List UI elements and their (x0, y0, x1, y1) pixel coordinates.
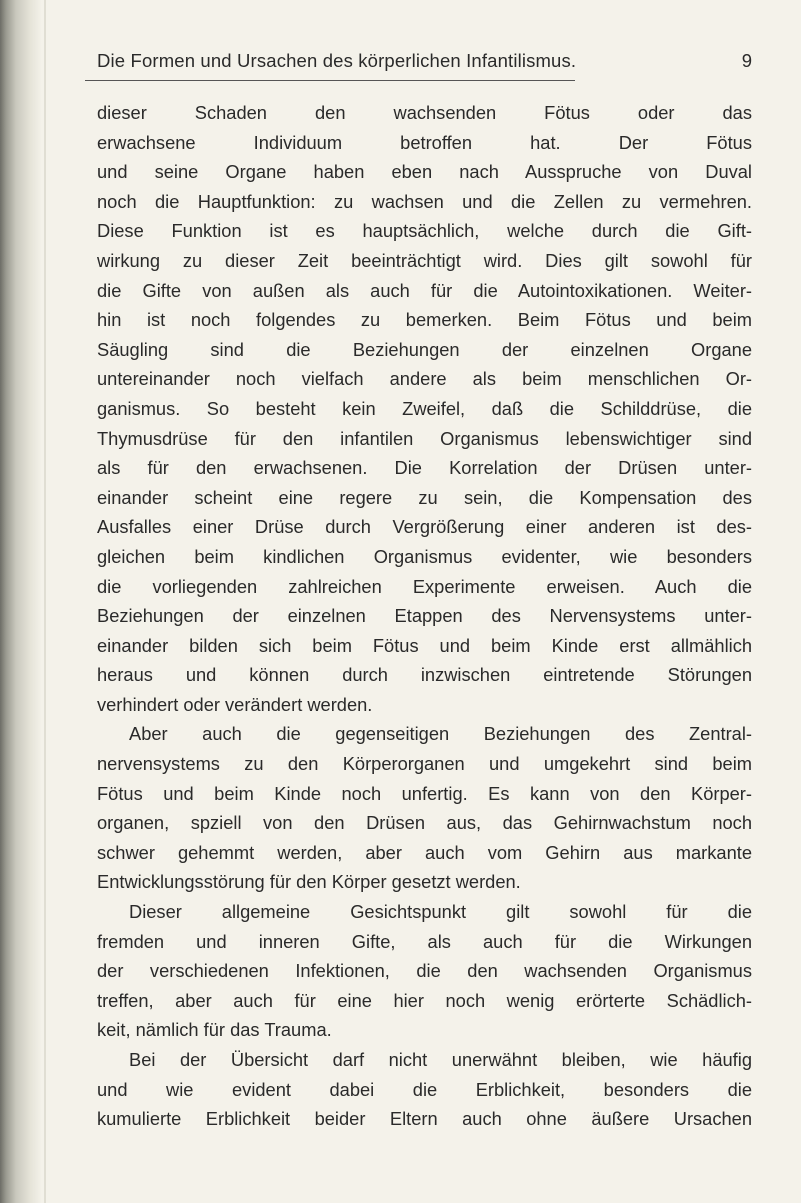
body-text (97, 98, 752, 1134)
text-line: wirkung zu dieser Zeit beeinträchtigt wird. Dies gilt sowohl für (97, 249, 752, 271)
text-line: als für den erwachsenen. Die Korrelation der Drüsen unter- (97, 457, 752, 479)
text-line: gleichen beim kindlichen Organismus evidenter, wie besonders (97, 545, 752, 567)
text-line: untereinander noch vielfach andere als beim menschlichen Or- (97, 368, 752, 390)
text-line: einander scheint eine regere zu sein, die Kompensation des (97, 486, 752, 508)
text-line: und seine Organe haben eben nach Ausspruche von Duval (97, 161, 752, 183)
text-line: kumulierte Erblichkeit beider Eltern auch ohne äußere Ursachen (97, 1108, 752, 1130)
running-header (97, 50, 752, 76)
text-line: keit, nämlich für das Trauma. (97, 1019, 332, 1041)
text-line: Beziehungen der einzelnen Etappen des Nervensystems unter- (97, 605, 752, 627)
page-binding-shadow (0, 0, 42, 1203)
text-line: Fötus und beim Kinde noch unfertig. Es kann von den Körper- (97, 782, 752, 804)
text-line: verhindert oder verändert werden. (97, 693, 373, 715)
text-line: heraus und können durch inzwischen eintretende Störungen (97, 664, 752, 686)
text-line: Entwicklungsstörung für den Körper gesetzt werden. (97, 871, 521, 893)
text-line: fremden und inneren Gifte, als auch für die Wirkungen (97, 930, 752, 952)
text-line: Dieser allgemeine Gesichtspunkt gilt sowohl für die (129, 901, 752, 923)
header-rule (85, 80, 575, 81)
text-line: einander bilden sich beim Fötus und beim Kinde erst allmählich (97, 634, 752, 656)
text-line: erwachsene Individuum betroffen hat. Der Fötus (97, 131, 752, 153)
text-line: Ausfalles einer Drüse durch Vergrößerung einer anderen ist des- (97, 516, 752, 538)
page-number: 9 (741, 50, 752, 71)
text-line: die vorliegenden zahlreichen Experimente erweisen. Auch die (97, 575, 752, 597)
text-line: Thymusdrüse für den infantilen Organismus lebenswichtiger sind (97, 427, 752, 449)
text-line: ganismus. So besteht kein Zweifel, daß die Schilddrüse, die (97, 397, 752, 419)
text-line: treffen, aber auch für eine hier noch wenig erörterte Schädlich- (97, 989, 752, 1011)
text-line: Säugling sind die Beziehungen der einzelnen Organe (97, 338, 752, 360)
text-line: der verschiedenen Infektionen, die den wachsenden Organismus (97, 960, 752, 982)
text-line: die Gifte von außen als auch für die Autointoxikationen. Weiter- (97, 279, 752, 301)
text-line: dieser Schaden den wachsenden Fötus oder das (97, 102, 752, 123)
running-header-title: Die Formen und Ursachen des körperlichen Infantilismus. (97, 50, 577, 71)
text-line: hin ist noch folgendes zu bemerken. Beim Fötus und beim (97, 309, 752, 331)
page-binding-fold (44, 0, 46, 1203)
text-line: und wie evident dabei die Erblichkeit, besonders die (97, 1078, 752, 1100)
text-line: Aber auch die gegenseitigen Beziehungen des Zentral- (129, 723, 752, 745)
text-line: noch die Hauptfunktion: zu wachsen und die Zellen zu vermehren. (97, 190, 752, 212)
text-line: nervensystems zu den Körperorganen und umgekehrt sind beim (97, 753, 752, 775)
text-line: Diese Funktion ist es hauptsächlich, welche durch die Gift- (97, 220, 752, 242)
text-line: Bei der Übersicht darf nicht unerwähnt bleiben, wie häufig (129, 1049, 752, 1070)
text-line: organen, spziell von den Drüsen aus, das Gehirnwachstum noch (97, 812, 752, 834)
text-line: schwer gehemmt werden, aber auch vom Gehirn aus markante (97, 841, 752, 863)
